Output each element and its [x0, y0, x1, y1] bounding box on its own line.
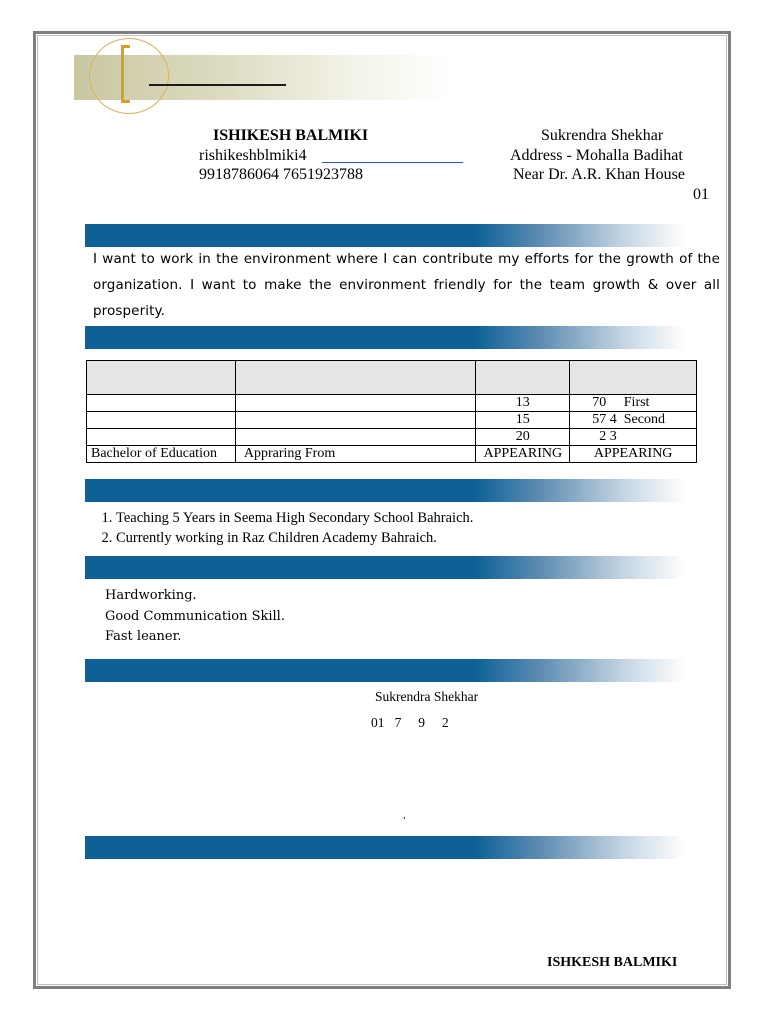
list-item: 1. Teaching 5 Years in Seema High Secondary School Bahraich.: [116, 508, 473, 528]
strengths-list: [105, 586, 285, 648]
section-bar-declaration: [85, 659, 685, 682]
header-title-line: [149, 84, 286, 86]
table-header-cell: [476, 361, 570, 395]
table-header-row: [87, 361, 697, 395]
table-cell: Appraring From: [235, 446, 476, 463]
address-line-4: 01: [693, 186, 709, 203]
table-cell: [87, 412, 236, 429]
objective-text: I want to work in the environment where I can contribute my efforts for the growth of the organization. I want to make the environment friendly for the team growth & over all prosperity.: [93, 251, 720, 319]
candidate-email[interactable]: rishikeshblmiki4: [199, 147, 307, 164]
signature-mark: ,: [403, 810, 406, 821]
section-bar-education: [85, 326, 685, 349]
table-cell: 2 3: [570, 429, 697, 446]
candidate-phones: 9918786064 7651923788: [199, 166, 363, 183]
table-row: [87, 429, 697, 446]
candidate-name: ISHIKESH BALMIKI: [213, 127, 369, 144]
table-row: [87, 395, 697, 412]
signature-date: 01 7 9 2: [371, 715, 449, 730]
section-bar-bottom: [85, 836, 685, 859]
list-item: 2. Currently working in Raz Children Academy Bahraich.: [116, 528, 473, 548]
table-cell: [87, 395, 236, 412]
table-header-cell: [570, 361, 697, 395]
table-cell: [235, 412, 476, 429]
signature-name: Sukrendra Shekhar: [375, 689, 479, 704]
table-cell: 70 First: [570, 395, 697, 412]
footer-signature-name: ISHKESH BALMIKI: [547, 955, 678, 970]
address-line-2: Address - Mohalla Badihat: [510, 147, 683, 164]
address-line-3: Near Dr. A.R. Khan House: [513, 166, 685, 183]
section-bar-strengths: [85, 556, 685, 579]
table-cell: Bachelor of Education: [87, 446, 236, 463]
table-cell: APPEARING: [570, 446, 697, 463]
table-cell: 15: [476, 412, 570, 429]
experience-list: [93, 508, 473, 548]
list-item: Hardworking.: [105, 588, 197, 603]
list-item: Fast leaner.: [105, 629, 182, 644]
table-header-cell: [235, 361, 476, 395]
education-table: [86, 360, 697, 463]
table-cell: [235, 395, 476, 412]
email-underline: [322, 162, 463, 163]
table-cell: [235, 429, 476, 446]
section-bar-objective: [85, 224, 685, 247]
table-cell: 57 4 Second: [570, 412, 697, 429]
table-cell: 20: [476, 429, 570, 446]
table-cell: APPEARING: [476, 446, 570, 463]
section-bar-experience: [85, 479, 685, 502]
list-item: Good Communication Skill.: [105, 608, 285, 624]
address-line-1: Sukrendra Shekhar: [541, 127, 664, 144]
table-row: [87, 412, 697, 429]
table-header-cell: [87, 361, 236, 395]
table-cell: [87, 429, 236, 446]
table-row: [87, 446, 697, 463]
header-bracket-ornament: [121, 45, 130, 103]
table-cell: 13: [476, 395, 570, 412]
